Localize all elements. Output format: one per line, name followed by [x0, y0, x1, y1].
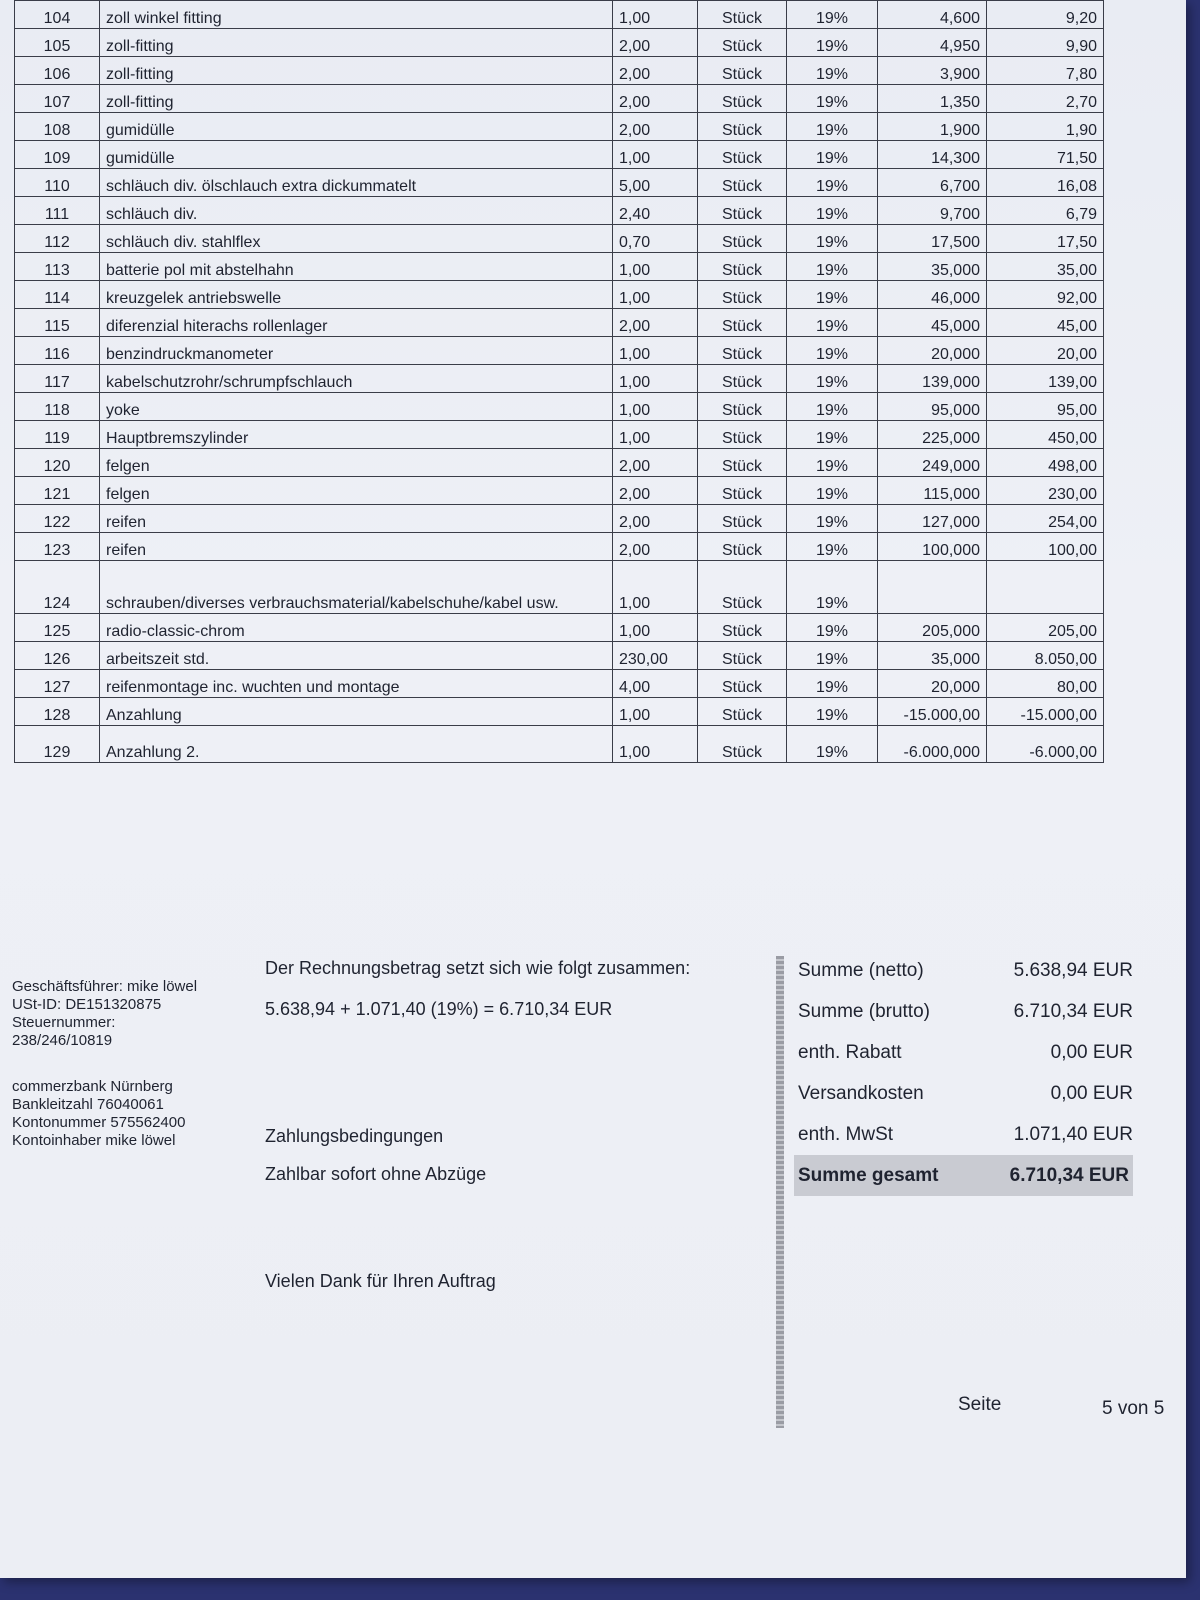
calc-intro: Der Rechnungsbetrag setzt sich wie folgt zusammen: — [265, 958, 691, 978]
cell-qty: 1,00 — [613, 253, 698, 281]
cell-unit: Stück — [698, 337, 787, 365]
vat-id-line: USt-ID: DE151320875 — [12, 996, 162, 1013]
cell-price: 127,000 — [878, 505, 987, 533]
cell-vat: 19% — [787, 365, 878, 393]
summary-row-total — [794, 1155, 1133, 1196]
table-row — [15, 477, 1104, 505]
cell-vat: 19% — [787, 225, 878, 253]
cell-pos: 104 — [15, 1, 100, 29]
cell-price: 225,000 — [878, 421, 987, 449]
cell-total: 6,79 — [987, 197, 1104, 225]
cell-unit: Stück — [698, 561, 787, 614]
bank-name: commerzbank Nürnberg — [12, 1078, 173, 1095]
cell-pos: 126 — [15, 642, 100, 670]
table-row — [15, 141, 1104, 169]
payment-terms-title: Zahlungsbedingungen — [265, 1126, 444, 1146]
cell-total: 71,50 — [987, 141, 1104, 169]
summary-value: 6.710,34 EUR — [1013, 1000, 1133, 1022]
cell-qty: 1,00 — [613, 281, 698, 309]
cell-pos: 120 — [15, 449, 100, 477]
cell-desc: kreuzgelek antriebswelle — [100, 281, 613, 309]
summary-label: enth. MwSt — [798, 1123, 894, 1145]
cell-vat: 19% — [787, 309, 878, 337]
cell-qty: 2,00 — [613, 309, 698, 337]
cell-unit: Stück — [698, 505, 787, 533]
cell-total: -15.000,00 — [987, 698, 1104, 726]
cell-vat: 19% — [787, 141, 878, 169]
cell-unit: Stück — [698, 421, 787, 449]
cell-vat: 19% — [787, 642, 878, 670]
table-row — [15, 225, 1104, 253]
cell-price: 4,950 — [878, 29, 987, 57]
cell-price: 14,300 — [878, 141, 987, 169]
cell-desc: arbeitszeit std. — [100, 642, 613, 670]
cell-total: 16,08 — [987, 169, 1104, 197]
cell-total: 230,00 — [987, 477, 1104, 505]
page-number: 5 von 5 — [1102, 1398, 1165, 1419]
table-row — [15, 281, 1104, 309]
cell-desc: reifen — [100, 505, 613, 533]
cell-unit: Stück — [698, 393, 787, 421]
cell-total: 35,00 — [987, 253, 1104, 281]
cell-unit: Stück — [698, 253, 787, 281]
cell-vat: 19% — [787, 253, 878, 281]
cell-pos: 117 — [15, 365, 100, 393]
cell-qty: 1,00 — [613, 365, 698, 393]
cell-vat: 19% — [787, 698, 878, 726]
calc-formula: 5.638,94 + 1.071,40 (19%) = 6.710,34 EUR — [265, 999, 613, 1019]
cell-unit: Stück — [698, 169, 787, 197]
cell-vat: 19% — [787, 281, 878, 309]
cell-total: 2,70 — [987, 85, 1104, 113]
cell-vat: 19% — [787, 85, 878, 113]
cell-qty: 1,00 — [613, 421, 698, 449]
cell-vat: 19% — [787, 477, 878, 505]
cell-pos: 108 — [15, 113, 100, 141]
table-row — [15, 670, 1104, 698]
cell-total: 80,00 — [987, 670, 1104, 698]
cell-price: 1,350 — [878, 85, 987, 113]
cell-price: -6.000,000 — [878, 726, 987, 763]
ceo-line: Geschäftsführer: mike löwel — [12, 978, 198, 995]
cell-pos: 116 — [15, 337, 100, 365]
cell-price: 9,700 — [878, 197, 987, 225]
cell-pos: 128 — [15, 698, 100, 726]
cell-desc: zoll-fitting — [100, 57, 613, 85]
cell-unit: Stück — [698, 533, 787, 561]
cell-price: 205,000 — [878, 614, 987, 642]
cell-qty: 2,00 — [613, 29, 698, 57]
table-row — [15, 85, 1104, 113]
cell-unit: Stück — [698, 309, 787, 337]
cell-pos: 122 — [15, 505, 100, 533]
cell-pos: 112 — [15, 225, 100, 253]
cell-total: -6.000,00 — [987, 726, 1104, 763]
cell-vat: 19% — [787, 169, 878, 197]
summary-value: 0,00 EUR — [1050, 1041, 1133, 1063]
cell-price: 95,000 — [878, 393, 987, 421]
cell-price: 45,000 — [878, 309, 987, 337]
summary-row-discount — [798, 1032, 1133, 1073]
cell-unit: Stück — [698, 726, 787, 763]
cell-unit: Stück — [698, 365, 787, 393]
cell-pos: 111 — [15, 197, 100, 225]
table-row — [15, 1, 1104, 29]
cell-qty: 2,00 — [613, 113, 698, 141]
cell-pos: 118 — [15, 393, 100, 421]
summary-value: 5.638,94 EUR — [1013, 959, 1133, 981]
cell-vat: 19% — [787, 614, 878, 642]
invoice-items-table — [14, 0, 1104, 763]
cell-pos: 106 — [15, 57, 100, 85]
cell-desc: yoke — [100, 393, 613, 421]
cell-total: 45,00 — [987, 309, 1104, 337]
cell-desc: gumidülle — [100, 141, 613, 169]
cell-pos: 121 — [15, 477, 100, 505]
cell-desc: felgen — [100, 477, 613, 505]
cell-total: 7,80 — [987, 57, 1104, 85]
cell-desc: reifenmontage inc. wuchten und montage — [100, 670, 613, 698]
cell-price: 35,000 — [878, 253, 987, 281]
cell-total: 100,00 — [987, 533, 1104, 561]
cell-pos: 105 — [15, 29, 100, 57]
cell-pos: 109 — [15, 141, 100, 169]
cell-total: 139,00 — [987, 365, 1104, 393]
cell-qty: 1,00 — [613, 1, 698, 29]
cell-desc: gumidülle — [100, 113, 613, 141]
cell-total: 20,00 — [987, 337, 1104, 365]
cell-total: 254,00 — [987, 505, 1104, 533]
cell-price: 100,000 — [878, 533, 987, 561]
summary-value: 1.071,40 EUR — [1013, 1123, 1133, 1145]
tax-label: Steuernummer: — [12, 1014, 116, 1031]
cell-total: 1,90 — [987, 113, 1104, 141]
cell-pos: 107 — [15, 85, 100, 113]
cell-unit: Stück — [698, 225, 787, 253]
cell-price: 20,000 — [878, 337, 987, 365]
cell-qty: 1,00 — [613, 726, 698, 763]
cell-qty: 0,70 — [613, 225, 698, 253]
invoice-calculation — [265, 958, 691, 1291]
cell-desc: diferenzial hiterachs rollenlager — [100, 309, 613, 337]
cell-total: 95,00 — [987, 393, 1104, 421]
cell-desc: schläuch div. — [100, 197, 613, 225]
cell-total — [987, 561, 1104, 614]
summary-divider — [776, 956, 784, 1428]
summary-label: enth. Rabatt — [798, 1041, 902, 1063]
cell-vat: 19% — [787, 561, 878, 614]
cell-desc: zoll-fitting — [100, 85, 613, 113]
summary-row-net — [798, 950, 1133, 991]
table-row — [15, 253, 1104, 281]
cell-desc: Anzahlung 2. — [100, 726, 613, 763]
cell-price: -15.000,00 — [878, 698, 987, 726]
cell-price: 3,900 — [878, 57, 987, 85]
table-row — [15, 421, 1104, 449]
cell-unit: Stück — [698, 614, 787, 642]
cell-unit: Stück — [698, 57, 787, 85]
table-row — [15, 169, 1104, 197]
summary-label: Summe (brutto) — [798, 1000, 930, 1022]
table-row — [15, 533, 1104, 561]
cell-qty: 2,00 — [613, 533, 698, 561]
cell-desc: Hauptbremszylinder — [100, 421, 613, 449]
cell-vat: 19% — [787, 1, 878, 29]
cell-desc: batterie pol mit abstelhahn — [100, 253, 613, 281]
table-row — [15, 561, 1104, 614]
cell-price: 249,000 — [878, 449, 987, 477]
cell-desc: Anzahlung — [100, 698, 613, 726]
company-info — [12, 978, 197, 1150]
cell-total: 17,50 — [987, 225, 1104, 253]
table-row — [15, 309, 1104, 337]
cell-vat: 19% — [787, 113, 878, 141]
cell-vat: 19% — [787, 197, 878, 225]
cell-qty: 1,00 — [613, 337, 698, 365]
summary-label: Summe gesamt — [798, 1164, 939, 1186]
tax-number: 238/246/10819 — [12, 1032, 113, 1049]
cell-price: 6,700 — [878, 169, 987, 197]
summary-row-shipping — [798, 1073, 1133, 1114]
bank-code: Bankleitzahl 76040061 — [12, 1096, 164, 1113]
cell-pos: 110 — [15, 169, 100, 197]
cell-desc: schläuch div. ölschlauch extra dickummatelt — [100, 169, 613, 197]
table-row — [15, 642, 1104, 670]
cell-unit: Stück — [698, 1, 787, 29]
summary-value: 0,00 EUR — [1050, 1082, 1133, 1104]
cell-unit: Stück — [698, 197, 787, 225]
cell-unit: Stück — [698, 113, 787, 141]
cell-unit: Stück — [698, 281, 787, 309]
cell-qty: 1,00 — [613, 393, 698, 421]
cell-price: 35,000 — [878, 642, 987, 670]
cell-vat: 19% — [787, 670, 878, 698]
cell-total: 205,00 — [987, 614, 1104, 642]
cell-unit: Stück — [698, 141, 787, 169]
cell-price: 46,000 — [878, 281, 987, 309]
cell-unit: Stück — [698, 449, 787, 477]
cell-unit: Stück — [698, 698, 787, 726]
cell-desc: benzindruckmanometer — [100, 337, 613, 365]
account-holder: Kontoinhaber mike löwel — [12, 1132, 176, 1149]
cell-total: 450,00 — [987, 421, 1104, 449]
cell-price: 17,500 — [878, 225, 987, 253]
cell-qty: 2,00 — [613, 505, 698, 533]
cell-qty: 1,00 — [613, 561, 698, 614]
cell-qty: 2,00 — [613, 85, 698, 113]
cell-vat: 19% — [787, 533, 878, 561]
cell-price: 4,600 — [878, 1, 987, 29]
cell-qty: 5,00 — [613, 169, 698, 197]
summary-value: 6.710,34 EUR — [1009, 1164, 1129, 1186]
page-label: Seite — [958, 1394, 1002, 1415]
table-row — [15, 113, 1104, 141]
cell-vat: 19% — [787, 421, 878, 449]
cell-qty: 1,00 — [613, 698, 698, 726]
cell-pos: 125 — [15, 614, 100, 642]
cell-desc: radio-classic-chrom — [100, 614, 613, 642]
cell-pos: 123 — [15, 533, 100, 561]
cell-desc: schläuch div. stahlflex — [100, 225, 613, 253]
cell-qty: 4,00 — [613, 670, 698, 698]
cell-unit: Stück — [698, 670, 787, 698]
thanks-message: Vielen Dank für Ihren Auftrag — [265, 1271, 496, 1291]
cell-price — [878, 561, 987, 614]
cell-pos: 113 — [15, 253, 100, 281]
cell-desc: felgen — [100, 449, 613, 477]
cell-total: 9,90 — [987, 29, 1104, 57]
cell-qty: 2,00 — [613, 477, 698, 505]
cell-vat: 19% — [787, 29, 878, 57]
cell-vat: 19% — [787, 726, 878, 763]
table-row — [15, 726, 1104, 763]
cell-pos: 115 — [15, 309, 100, 337]
cell-pos: 124 — [15, 561, 100, 614]
cell-price: 1,900 — [878, 113, 987, 141]
cell-vat: 19% — [787, 505, 878, 533]
table-row — [15, 57, 1104, 85]
summary-row-gross — [798, 991, 1133, 1032]
cell-qty: 2,00 — [613, 57, 698, 85]
cell-desc: kabelschutzrohr/schrumpfschlauch — [100, 365, 613, 393]
table-row — [15, 614, 1104, 642]
table-row — [15, 337, 1104, 365]
table-row — [15, 449, 1104, 477]
cell-pos: 119 — [15, 421, 100, 449]
cell-total: 498,00 — [987, 449, 1104, 477]
cell-qty: 1,00 — [613, 141, 698, 169]
cell-pos: 129 — [15, 726, 100, 763]
cell-desc: schrauben/diverses verbrauchsmaterial/kabelschuhe/kabel usw. — [100, 561, 613, 614]
summary-label: Summe (netto) — [798, 959, 924, 981]
cell-vat: 19% — [787, 393, 878, 421]
cell-vat: 19% — [787, 449, 878, 477]
cell-total: 9,20 — [987, 1, 1104, 29]
cell-vat: 19% — [787, 57, 878, 85]
table-row — [15, 365, 1104, 393]
totals-summary — [798, 950, 1133, 1196]
cell-desc: reifen — [100, 533, 613, 561]
payment-terms-text: Zahlbar sofort ohne Abzüge — [265, 1164, 487, 1184]
cell-qty: 2,00 — [613, 449, 698, 477]
cell-pos: 127 — [15, 670, 100, 698]
cell-price: 115,000 — [878, 477, 987, 505]
cell-total: 92,00 — [987, 281, 1104, 309]
summary-row-vat — [798, 1114, 1133, 1155]
cell-vat: 19% — [787, 337, 878, 365]
table-row — [15, 197, 1104, 225]
cell-qty: 1,00 — [613, 614, 698, 642]
table-row — [15, 29, 1104, 57]
table-row — [15, 393, 1104, 421]
cell-total: 8.050,00 — [987, 642, 1104, 670]
summary-label: Versandkosten — [798, 1082, 924, 1104]
table-row — [15, 698, 1104, 726]
cell-pos: 114 — [15, 281, 100, 309]
cell-unit: Stück — [698, 85, 787, 113]
cell-qty: 230,00 — [613, 642, 698, 670]
cell-unit: Stück — [698, 29, 787, 57]
cell-unit: Stück — [698, 642, 787, 670]
table-row — [15, 505, 1104, 533]
cell-desc: zoll winkel fitting — [100, 1, 613, 29]
account-number: Kontonummer 575562400 — [12, 1114, 186, 1131]
cell-price: 20,000 — [878, 670, 987, 698]
cell-price: 139,000 — [878, 365, 987, 393]
cell-qty: 2,40 — [613, 197, 698, 225]
cell-unit: Stück — [698, 477, 787, 505]
cell-desc: zoll-fitting — [100, 29, 613, 57]
